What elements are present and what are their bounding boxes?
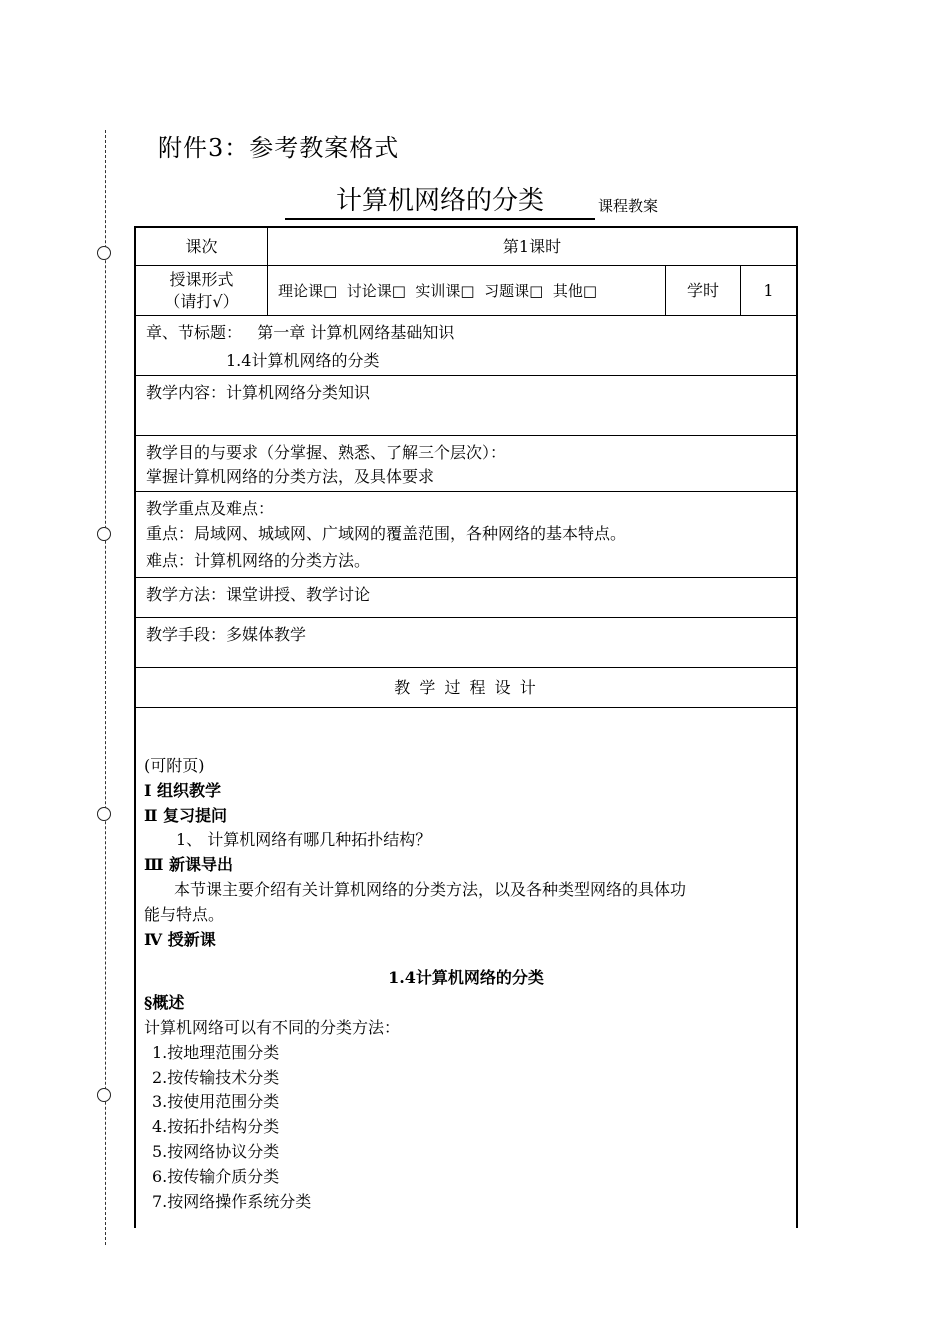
punch-hole-icon: [97, 807, 111, 821]
method-row: [136, 578, 796, 618]
list-item: 3.按使用范围分类: [152, 1092, 280, 1112]
form-label-line2: （请打√）: [164, 291, 239, 311]
list-item: 2.按传输技术分类: [152, 1067, 280, 1087]
review-question: 1、 计算机网络有哪几种拓扑结构？: [176, 830, 432, 850]
form-row: [136, 266, 796, 316]
process-note: (可附页): [144, 756, 205, 775]
difficulty-text: 难点：计算机网络的分类方法。: [146, 551, 371, 570]
goals-row: [136, 436, 796, 492]
list-item: 4.按拓扑结构分类: [152, 1117, 280, 1137]
classification-list: [144, 1041, 788, 1215]
process-header: 教 学 过 程 设 计: [136, 668, 796, 708]
intro-text-line2: 能与特点。: [144, 904, 225, 924]
content-row: [136, 376, 796, 436]
punch-hole-icon: [97, 246, 111, 260]
course-title: 计算机网络的分类: [285, 184, 595, 220]
teaching-content: 教学内容：计算机网络分类知识: [146, 383, 371, 402]
lesson-plan-table: [134, 226, 798, 1228]
list-item: 1.按地理范围分类: [152, 1042, 280, 1062]
overview-heading: §概述: [144, 993, 185, 1013]
punch-hole-icon: [97, 1088, 111, 1102]
overview-text: 计算机网络可以有不同的分类方法：: [144, 1017, 401, 1037]
form-label: [136, 266, 268, 315]
step-new-lesson: Ⅳ 授新课: [144, 929, 216, 949]
process-spacer: [144, 708, 788, 754]
key-points-heading: 教学重点及难点：: [146, 499, 275, 518]
section-title: 1.4计算机网络的分类: [226, 351, 380, 370]
binding-dashed-line: [105, 130, 106, 1245]
hours-value: 1: [763, 280, 774, 300]
session-row: [136, 228, 796, 266]
list-item: 6.按传输介质分类: [152, 1166, 280, 1186]
focus-text: 重点：局域网、城域网、广域网的覆盖范围，各种网络的基本特点。: [146, 524, 627, 543]
step-introduction: Ⅲ 新课导出: [144, 855, 234, 875]
step-review: Ⅱ 复习提问: [144, 805, 228, 825]
goals-text: 掌握计算机网络的分类方法，及具体要求: [146, 467, 435, 486]
hours-label: 学时: [666, 266, 741, 315]
process-body: [136, 708, 796, 1214]
form-label-line1: 授课形式: [169, 269, 234, 289]
list-item: 7.按网络操作系统分类: [152, 1191, 312, 1211]
document-title: [285, 184, 785, 218]
means-row: [136, 618, 796, 668]
title-suffix: 课程教案: [598, 197, 659, 215]
teaching-method: 教学方法：课堂讲授、教学讨论: [146, 585, 371, 604]
goals-heading: 教学目的与要求（分掌握、熟悉、了解三个层次）：: [146, 443, 507, 462]
lesson-section-title: 1.4计算机网络的分类: [388, 968, 544, 988]
session-label: 课次: [136, 228, 268, 265]
chapter-title: 章、节标题： 第一章 计算机网络基础知识: [146, 323, 455, 342]
step-organize: Ⅰ 组织教学: [144, 780, 222, 800]
attachment-label: 附件3：参考教案格式: [158, 134, 400, 162]
teaching-means: 教学手段：多媒体教学: [146, 625, 307, 644]
intro-text-line1: 本节课主要介绍有关计算机网络的分类方法，以及各种类型网络的具体功: [174, 879, 687, 899]
chapter-row: [136, 316, 796, 376]
session-value: 第1课时: [502, 236, 562, 256]
key-points-row: [136, 492, 796, 578]
form-options: 理论课□ 讨论课□ 实训课□ 习题课□ 其他□: [268, 266, 666, 315]
punch-hole-icon: [97, 527, 111, 541]
list-item: 5.按网络协议分类: [152, 1141, 280, 1161]
